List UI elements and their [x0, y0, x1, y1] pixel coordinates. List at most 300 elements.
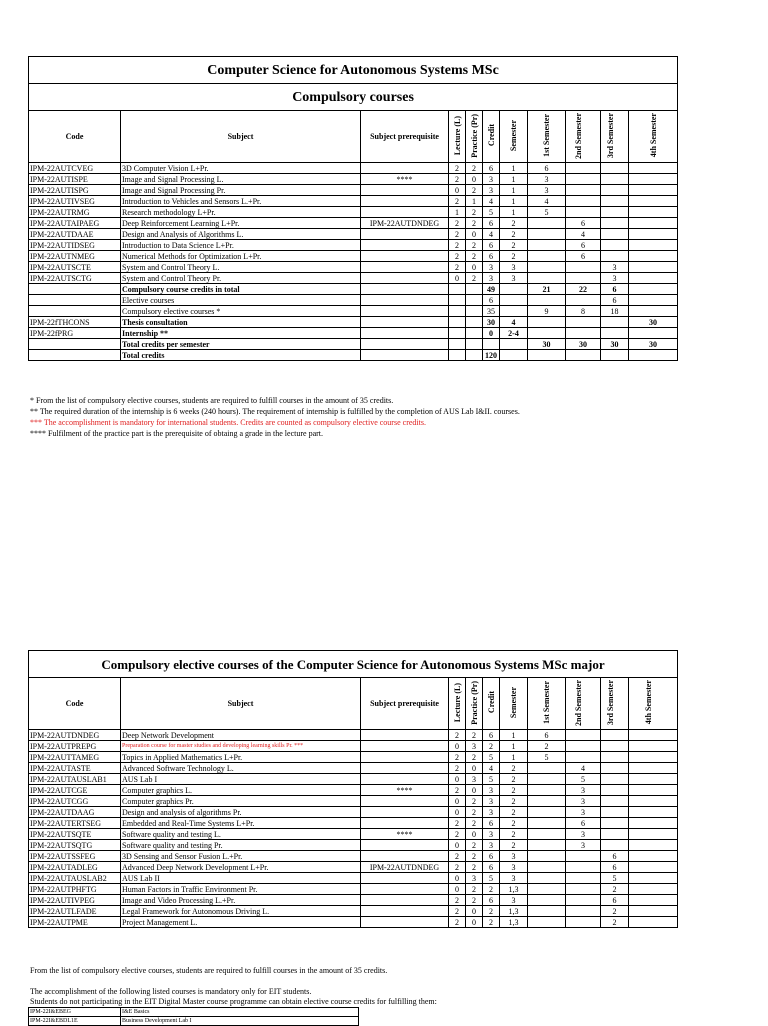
- compulsory-elective-courses-table: [28, 650, 678, 928]
- sem3-cell: 2: [601, 917, 629, 928]
- code-cell: IPM-22AUTSQTE: [29, 829, 121, 840]
- lecture-cell: 0: [449, 741, 466, 752]
- sem4-cell: 30: [629, 317, 678, 328]
- lecture-cell: [449, 350, 466, 361]
- semester-cell: 1,3: [500, 884, 528, 895]
- table-row: [29, 328, 678, 339]
- lecture-cell: 2: [449, 862, 466, 873]
- practice-cell: 2: [466, 207, 483, 218]
- sem3-cell: [601, 774, 629, 785]
- lecture-cell: 0: [449, 807, 466, 818]
- lecture-cell: 2: [449, 229, 466, 240]
- lecture-cell: [449, 317, 466, 328]
- semester-cell: 2: [500, 763, 528, 774]
- sem2-cell: [566, 207, 601, 218]
- sem1-cell: 5: [528, 752, 566, 763]
- credit-cell: 6: [483, 295, 500, 306]
- practice-cell: 2: [466, 851, 483, 862]
- subject-cell: Computer graphics L.: [121, 785, 361, 796]
- sem3-cell: [601, 807, 629, 818]
- sem2-cell: 5: [566, 774, 601, 785]
- credit-cell: 2: [483, 741, 500, 752]
- subject-cell: Elective courses: [121, 295, 361, 306]
- sem2-cell: 4: [566, 229, 601, 240]
- credit-cell: 5: [483, 774, 500, 785]
- sem4-cell: [629, 796, 678, 807]
- sem4-cell: [629, 262, 678, 273]
- table-row: [29, 807, 678, 818]
- semester-cell: 2: [500, 785, 528, 796]
- semester-cell: [500, 339, 528, 350]
- table-row: [29, 350, 678, 361]
- col-semester-header: Semester: [500, 111, 528, 163]
- sem2-cell: [566, 862, 601, 873]
- table-body: [29, 163, 678, 361]
- sem4-cell: [629, 251, 678, 262]
- lecture-cell: 0: [449, 840, 466, 851]
- sem3-cell: [601, 763, 629, 774]
- lecture-cell: 0: [449, 796, 466, 807]
- prereq-cell: [361, 741, 449, 752]
- semester-cell: 1: [500, 207, 528, 218]
- sem2-cell: [566, 295, 601, 306]
- practice-cell: [466, 306, 483, 317]
- credit-cell: 5: [483, 207, 500, 218]
- lecture-cell: 2: [449, 240, 466, 251]
- sem3-cell: 2: [601, 884, 629, 895]
- sem4-cell: [629, 218, 678, 229]
- sem1-cell: [528, 851, 566, 862]
- semester-cell: 1: [500, 730, 528, 741]
- lecture-cell: 1: [449, 207, 466, 218]
- credit-cell: 2: [483, 906, 500, 917]
- sem2-cell: 8: [566, 306, 601, 317]
- lecture-cell: 2: [449, 163, 466, 174]
- sem1-cell: [528, 807, 566, 818]
- col-credit-header: Credit: [483, 111, 500, 163]
- credit-cell: 3: [483, 807, 500, 818]
- sem1-cell: [528, 818, 566, 829]
- table-body: [29, 730, 678, 928]
- prereq-cell: IPM-22AUTDNDEG: [361, 862, 449, 873]
- prereq-cell: [361, 262, 449, 273]
- semester-cell: 2: [500, 251, 528, 262]
- sem4-cell: [629, 295, 678, 306]
- sem4-cell: [629, 163, 678, 174]
- table-row: [29, 185, 678, 196]
- subject-cell: I&E Basics: [121, 1008, 359, 1017]
- subject-cell: Total credits: [121, 350, 361, 361]
- subject-cell: Introduction to Vehicles and Sensors L.+Pr.: [121, 196, 361, 207]
- prereq-cell: [361, 796, 449, 807]
- practice-cell: 2: [466, 752, 483, 763]
- code-cell: IPM-22AUTIVSEG: [29, 196, 121, 207]
- credit-cell: 49: [483, 284, 500, 295]
- sem3-cell: [601, 752, 629, 763]
- col-semester-header: Semester: [500, 678, 528, 730]
- practice-cell: [466, 328, 483, 339]
- sem2-cell: [566, 273, 601, 284]
- prereq-cell: [361, 196, 449, 207]
- sem4-cell: [629, 229, 678, 240]
- sem3-cell: [601, 174, 629, 185]
- sem4-cell: [629, 240, 678, 251]
- table-row: [29, 774, 678, 785]
- semester-cell: 2: [500, 818, 528, 829]
- sem3-cell: [601, 840, 629, 851]
- code-cell: IPM-22AUTASTE: [29, 763, 121, 774]
- sem1-cell: [528, 906, 566, 917]
- practice-cell: 0: [466, 262, 483, 273]
- lecture-cell: 2: [449, 752, 466, 763]
- sem4-cell: [629, 917, 678, 928]
- table-row: [29, 1008, 359, 1017]
- sem4-cell: [629, 174, 678, 185]
- sem3-cell: [601, 818, 629, 829]
- semester-cell: 2: [500, 774, 528, 785]
- lecture-cell: [449, 339, 466, 350]
- subject-cell: Numerical Methods for Optimization L+Pr.: [121, 251, 361, 262]
- sem1-cell: [528, 251, 566, 262]
- practice-cell: 3: [466, 774, 483, 785]
- code-cell: IPM-22I&EBEG: [29, 1008, 121, 1017]
- code-cell: IPM-22AUTLFADE: [29, 906, 121, 917]
- code-cell: IPM-22I&EBDL1E: [29, 1017, 121, 1026]
- credit-cell: 0: [483, 328, 500, 339]
- credit-cell: 3: [483, 273, 500, 284]
- sem2-cell: [566, 262, 601, 273]
- subject-cell: AUS Lab I: [121, 774, 361, 785]
- prereq-cell: ****: [361, 174, 449, 185]
- sem4-cell: [629, 906, 678, 917]
- sem4-cell: [629, 328, 678, 339]
- practice-cell: 2: [466, 273, 483, 284]
- table-row: [29, 284, 678, 295]
- sem1-cell: 4: [528, 196, 566, 207]
- subject-cell: Software quality and testing L.: [121, 829, 361, 840]
- code-cell: IPM-22AUTAUSLAB1: [29, 774, 121, 785]
- table-row: [29, 240, 678, 251]
- table-row: [29, 262, 678, 273]
- sem2-cell: [566, 917, 601, 928]
- sem1-cell: [528, 917, 566, 928]
- sem2-cell: 6: [566, 818, 601, 829]
- col-subject-header: Subject: [121, 111, 361, 163]
- table-title: Compulsory elective courses of the Computer Science for Autonomous Systems MSc major: [29, 651, 678, 678]
- code-cell: IPM-22AUTSSFEG: [29, 851, 121, 862]
- sem2-cell: 3: [566, 785, 601, 796]
- col-sem4-header: 4th Semester: [629, 678, 678, 730]
- code-cell: [29, 339, 121, 350]
- sem4-cell: [629, 741, 678, 752]
- lecture-cell: 2: [449, 829, 466, 840]
- prereq-cell: [361, 306, 449, 317]
- lecture-cell: 2: [449, 785, 466, 796]
- credit-cell: 4: [483, 229, 500, 240]
- col-sem3-header: 3rd Semester: [601, 678, 629, 730]
- semester-cell: 3: [500, 851, 528, 862]
- credit-cell: 30: [483, 317, 500, 328]
- credit-cell: 2: [483, 884, 500, 895]
- sem4-cell: [629, 306, 678, 317]
- subject-cell: Thesis consultation: [121, 317, 361, 328]
- sem3-cell: 5: [601, 873, 629, 884]
- practice-cell: [466, 339, 483, 350]
- lecture-cell: 2: [449, 262, 466, 273]
- semester-cell: 2: [500, 796, 528, 807]
- code-cell: IPM-22AUTAIPAEG: [29, 218, 121, 229]
- footnote: *** The accomplishment is mandatory for international students. Credits are counted as compulsory elective course credits.: [30, 418, 426, 427]
- sem3-cell: 18: [601, 306, 629, 317]
- prereq-cell: [361, 730, 449, 741]
- lecture-cell: 2: [449, 763, 466, 774]
- lecture-cell: 0: [449, 873, 466, 884]
- sem1-cell: [528, 785, 566, 796]
- prereq-cell: [361, 873, 449, 884]
- practice-cell: 0: [466, 229, 483, 240]
- col-sem2-header: 2nd Semester: [566, 111, 601, 163]
- lecture-cell: 2: [449, 851, 466, 862]
- semester-cell: 2: [500, 229, 528, 240]
- lecture-cell: 2: [449, 895, 466, 906]
- code-cell: IPM-22AUTSCTG: [29, 273, 121, 284]
- code-cell: IPM-22AUTIDSEG: [29, 240, 121, 251]
- practice-cell: 2: [466, 240, 483, 251]
- table-row: [29, 207, 678, 218]
- code-cell: IPM-22AUTPREPG: [29, 741, 121, 752]
- sem2-cell: 6: [566, 251, 601, 262]
- subject-cell: Image and Signal Processing L.: [121, 174, 361, 185]
- credit-cell: [483, 339, 500, 350]
- semester-cell: 3: [500, 873, 528, 884]
- prereq-cell: [361, 840, 449, 851]
- col-lecture-header: Lecture (L): [449, 678, 466, 730]
- sem2-cell: 6: [566, 240, 601, 251]
- semester-cell: 1: [500, 163, 528, 174]
- prereq-cell: [361, 774, 449, 785]
- prereq-cell: [361, 752, 449, 763]
- sem1-cell: [528, 350, 566, 361]
- prereq-cell: [361, 163, 449, 174]
- sem3-cell: [601, 796, 629, 807]
- sem1-cell: [528, 840, 566, 851]
- subject-cell: AUS Lab II: [121, 873, 361, 884]
- code-cell: IPM-22AUTDNDEG: [29, 730, 121, 741]
- semester-cell: 1: [500, 196, 528, 207]
- table-row: [29, 229, 678, 240]
- code-cell: [29, 306, 121, 317]
- sem2-cell: [566, 884, 601, 895]
- sem2-cell: 6: [566, 218, 601, 229]
- sem3-cell: 6: [601, 295, 629, 306]
- semester-cell: 1: [500, 741, 528, 752]
- sem3-cell: [601, 785, 629, 796]
- col-sem1-header: 1st Semester: [528, 111, 566, 163]
- sem4-cell: [629, 895, 678, 906]
- semester-cell: [500, 306, 528, 317]
- subject-cell: Research methodology L+Pr.: [121, 207, 361, 218]
- sem2-cell: [566, 851, 601, 862]
- sem4-cell: [629, 763, 678, 774]
- header-row: [29, 111, 678, 163]
- sem3-cell: 6: [601, 895, 629, 906]
- prereq-cell: [361, 895, 449, 906]
- sem4-cell: [629, 785, 678, 796]
- code-cell: [29, 284, 121, 295]
- subject-cell: Compulsory elective courses *: [121, 306, 361, 317]
- credit-cell: 6: [483, 818, 500, 829]
- sem3-cell: [601, 185, 629, 196]
- subject-cell: Image and Signal Processing Pr.: [121, 185, 361, 196]
- practice-cell: 2: [466, 862, 483, 873]
- prereq-cell: [361, 763, 449, 774]
- sem1-cell: [528, 774, 566, 785]
- sem4-cell: 30: [629, 339, 678, 350]
- sem1-cell: [528, 273, 566, 284]
- credit-cell: 6: [483, 851, 500, 862]
- table-row: [29, 273, 678, 284]
- practice-cell: 2: [466, 163, 483, 174]
- col-practice-header: Practice (Pr): [466, 111, 483, 163]
- semester-cell: 1,3: [500, 906, 528, 917]
- footnote: * From the list of compulsory elective courses, students are required to fulfill courses in the amount of 35 credits.: [30, 396, 394, 405]
- lecture-cell: 2: [449, 730, 466, 741]
- practice-cell: 2: [466, 818, 483, 829]
- sem4-cell: [629, 207, 678, 218]
- semester-cell: 2: [500, 840, 528, 851]
- prereq-cell: [361, 185, 449, 196]
- table-row: [29, 796, 678, 807]
- sem1-cell: [528, 763, 566, 774]
- practice-cell: 0: [466, 906, 483, 917]
- col-lecture-header: Lecture (L): [449, 111, 466, 163]
- semester-cell: 2: [500, 807, 528, 818]
- prereq-cell: [361, 917, 449, 928]
- practice-cell: 1: [466, 196, 483, 207]
- sem1-cell: 9: [528, 306, 566, 317]
- sem2-cell: [566, 741, 601, 752]
- sem3-cell: 3: [601, 262, 629, 273]
- credit-cell: 3: [483, 174, 500, 185]
- sem2-cell: [566, 196, 601, 207]
- credit-cell: 6: [483, 251, 500, 262]
- col-sem3-header: 3rd Semester: [601, 111, 629, 163]
- semester-cell: [500, 350, 528, 361]
- practice-cell: 2: [466, 251, 483, 262]
- credit-cell: 6: [483, 218, 500, 229]
- credit-cell: 6: [483, 895, 500, 906]
- table-row: [29, 251, 678, 262]
- sem3-cell: [601, 218, 629, 229]
- code-cell: IPM-22AUTAUSLAB2: [29, 873, 121, 884]
- subject-cell: Human Factors in Traffic Environment Pr.: [121, 884, 361, 895]
- sem3-cell: [601, 207, 629, 218]
- col-sem2-header: 2nd Semester: [566, 678, 601, 730]
- prereq-cell: [361, 350, 449, 361]
- table-row: [29, 295, 678, 306]
- practice-cell: 2: [466, 185, 483, 196]
- lecture-cell: 0: [449, 185, 466, 196]
- credit-cell: 3: [483, 185, 500, 196]
- sem1-cell: 2: [528, 741, 566, 752]
- subject-cell: System and Control Theory L.: [121, 262, 361, 273]
- credit-cell: 3: [483, 262, 500, 273]
- practice-cell: 0: [466, 917, 483, 928]
- credit-cell: 5: [483, 873, 500, 884]
- code-cell: IPM-22AUTISPE: [29, 174, 121, 185]
- subject-cell: Legal Framework for Autonomous Driving L.: [121, 906, 361, 917]
- sem4-cell: [629, 818, 678, 829]
- table-row: [29, 163, 678, 174]
- sem2-cell: [566, 174, 601, 185]
- credit-cell: 4: [483, 196, 500, 207]
- prereq-cell: [361, 906, 449, 917]
- footnote: **** Fulfilment of the practice part is the prerequisite of obtaing a grade in the lecture part.: [30, 429, 324, 438]
- sem4-cell: [629, 829, 678, 840]
- sem1-cell: [528, 295, 566, 306]
- sem2-cell: [566, 895, 601, 906]
- table-row: [29, 840, 678, 851]
- elective-note: From the list of compulsory elective courses, students are required to fulfill courses in the amount of 35 credits.: [30, 966, 388, 975]
- credit-cell: 2: [483, 917, 500, 928]
- credit-cell: 6: [483, 730, 500, 741]
- prereq-cell: [361, 251, 449, 262]
- prereq-cell: [361, 807, 449, 818]
- table-row: [29, 785, 678, 796]
- table-row: [29, 1017, 359, 1026]
- subject-cell: Introduction to Data Science L+Pr.: [121, 240, 361, 251]
- table-row: [29, 196, 678, 207]
- subject-cell: Total credits per semester: [121, 339, 361, 350]
- semester-cell: [500, 295, 528, 306]
- sem1-cell: [528, 317, 566, 328]
- sem3-cell: 6: [601, 284, 629, 295]
- table-row: [29, 906, 678, 917]
- practice-cell: 2: [466, 884, 483, 895]
- sem1-cell: 5: [528, 207, 566, 218]
- sem4-cell: [629, 840, 678, 851]
- subject-cell: Design and analysis of algorithms Pr.: [121, 807, 361, 818]
- sem1-cell: [528, 873, 566, 884]
- code-cell: [29, 350, 121, 361]
- compulsory-courses-table: [28, 56, 678, 361]
- sem2-cell: [566, 317, 601, 328]
- lecture-cell: [449, 306, 466, 317]
- subject-cell: Business Development Lab I: [121, 1017, 359, 1026]
- credit-cell: 3: [483, 840, 500, 851]
- lecture-cell: 2: [449, 818, 466, 829]
- code-cell: IPM-22AUTADLEG: [29, 862, 121, 873]
- credit-cell: 6: [483, 862, 500, 873]
- col-prereq-header: Subject prerequisite: [361, 678, 449, 730]
- practice-cell: 2: [466, 807, 483, 818]
- practice-cell: 0: [466, 829, 483, 840]
- practice-cell: [466, 317, 483, 328]
- code-cell: IPM-22AUTCGE: [29, 785, 121, 796]
- code-cell: IPM-22AUTRMG: [29, 207, 121, 218]
- code-cell: IPM-22AUTCVEG: [29, 163, 121, 174]
- col-code-header: Code: [29, 678, 121, 730]
- sem3-cell: [601, 317, 629, 328]
- sem4-cell: [629, 350, 678, 361]
- credit-cell: 3: [483, 796, 500, 807]
- lecture-cell: 2: [449, 917, 466, 928]
- prereq-cell: [361, 273, 449, 284]
- practice-cell: 2: [466, 730, 483, 741]
- subject-cell: 3D Computer Vision L+Pr.: [121, 163, 361, 174]
- table-row: [29, 317, 678, 328]
- code-cell: IPM-22AUTIVPEG: [29, 895, 121, 906]
